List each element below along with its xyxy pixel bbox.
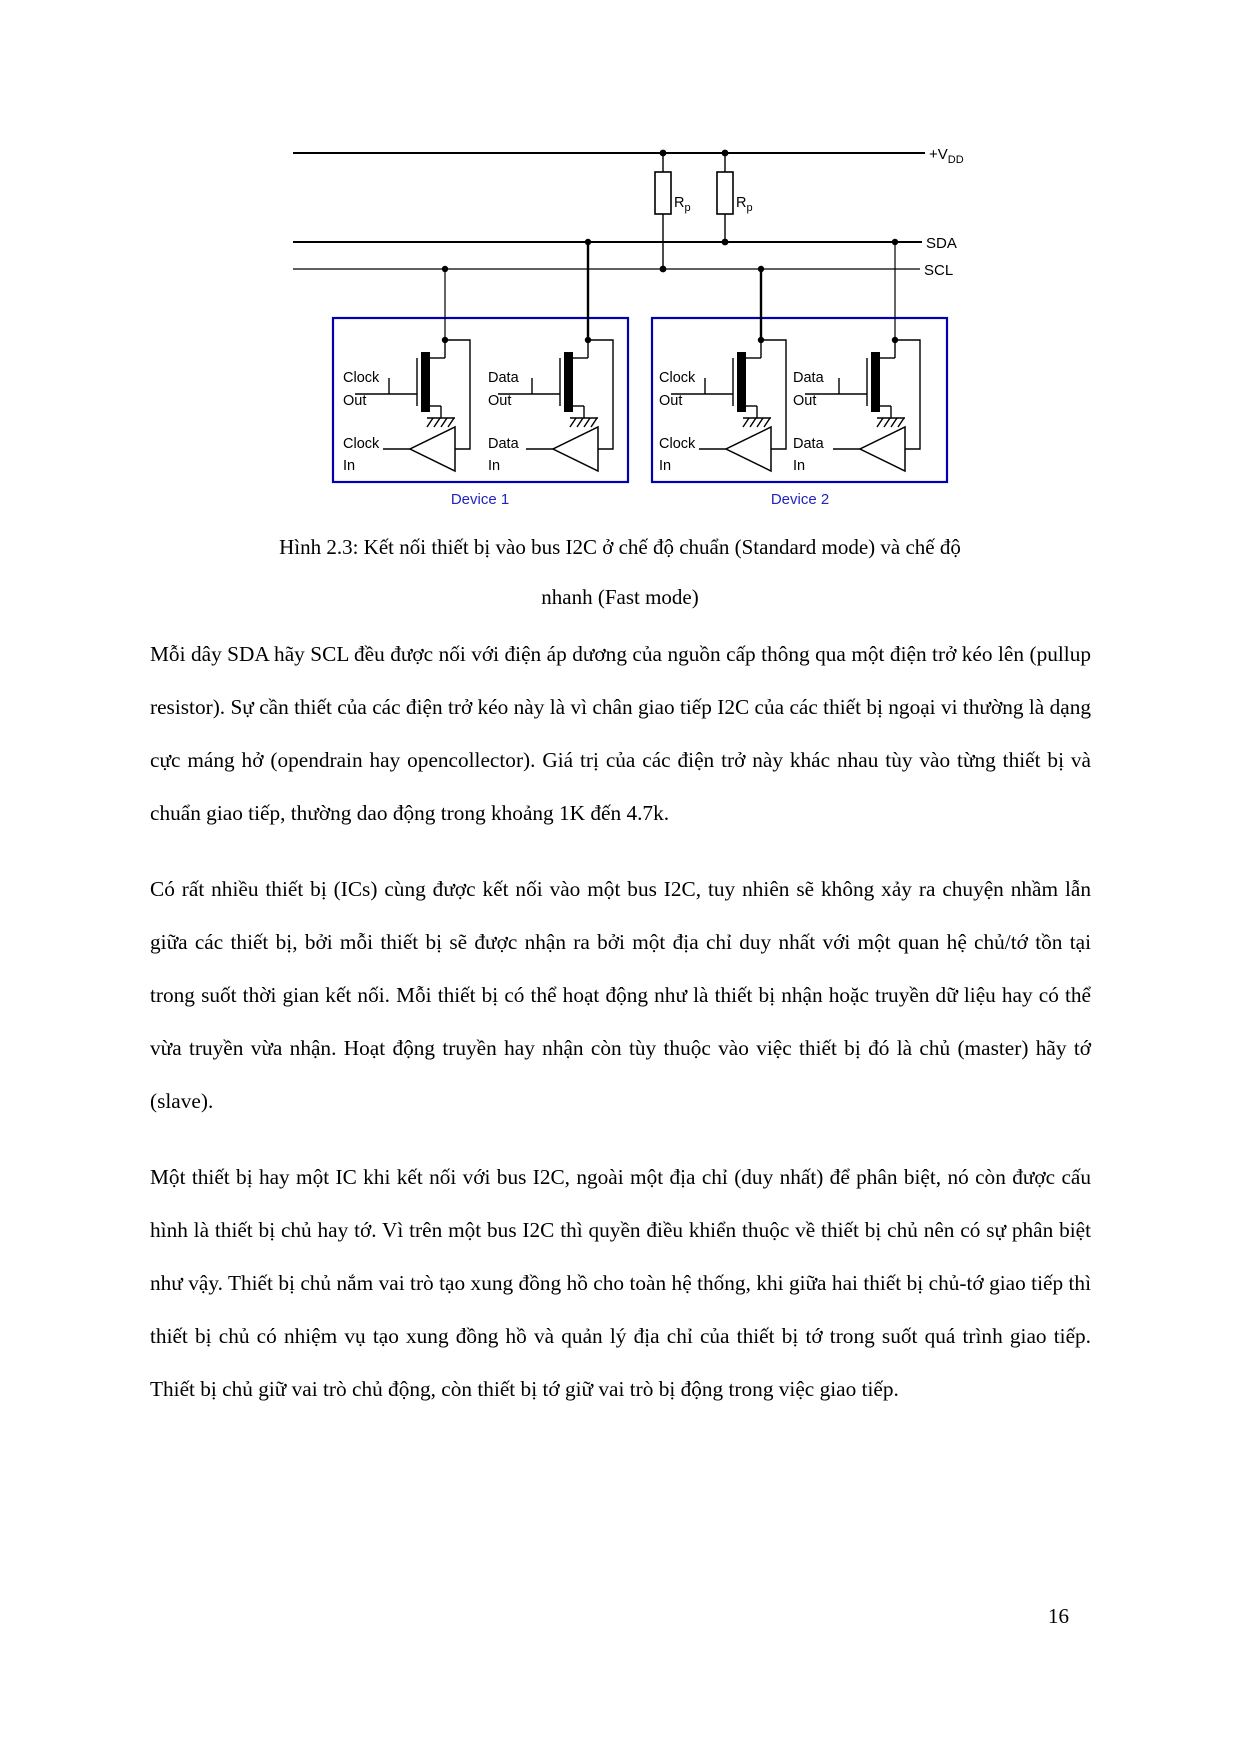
device2-clock-out-label: Clock <box>659 370 696 386</box>
sda-label: SDA <box>926 235 957 252</box>
pullup-resistor-2 <box>717 150 753 246</box>
paragraph-2: Có rất nhiều thiết bị (ICs) cùng được kết nối vào một bus I2C, tuy nhiên sẽ không xảy ra chuyện nhầm lẫn giữa các thiết bị, bởi mỗi thiết bị sẽ được nhận ra bởi một địa chỉ duy nhất với một quan hệ chủ/tớ tồn tại trong suốt thời gian kết nối. Mỗi thiết bị có thể hoạt động như là thiết bị nhận hoặc truyền dữ liệu hay có thể vừa truyền vừa nhận. Hoạt động truyền hay nhận còn tùy thuộc vào việc thiết bị đó là chủ (master) hãy tớ (slave). <box>150 877 1091 1113</box>
device2-data-out-label: Data <box>793 370 824 386</box>
paragraph-1: Mỗi dây SDA hãy SCL đều được nối với điện áp dương của nguồn cấp thông qua một điện trở kéo lên (pullup resistor). Sự cần thiết của các điện trở kéo này là vì chân giao tiếp I2C của các thiết bị ngoại vi thường là dạng cực máng hở (opendrain hay opencollector). Giá trị của các điện trở này khác nhau tùy vào từng thiết bị và chuẩn giao tiếp, thường dao động trong khoảng 1K đến 4.7k. <box>150 642 1091 825</box>
scl-label: SCL <box>924 262 954 279</box>
i2c-bus-diagram <box>280 115 980 515</box>
svg-text:In: In <box>488 458 501 474</box>
input-buffer-icon <box>410 427 455 471</box>
device2-clock-in-label: Clock <box>659 436 696 452</box>
svg-text:Out: Out <box>343 393 367 409</box>
device1-clock-out-label: Clock <box>343 370 380 386</box>
device1-data-out-label: Data <box>488 370 519 386</box>
device2-label: Device 2 <box>770 491 830 508</box>
paragraph-3: Một thiết bị hay một IC khi kết nối với bus I2C, ngoài một địa chỉ (duy nhất) để phân biệt, nó còn được cấu hình là thiết bị chủ hay tớ. Vì trên một bus I2C thì quyền điều khiển thuộc về thiết bị chủ nên có sự phân biệt như vậy. Thiết bị chủ nắm vai trò tạo xung đồng hồ cho toàn hệ thống, khi giữa hai thiết bị chủ-tớ giao tiếp thì thiết bị chủ có nhiệm vụ tạo xung đồng hồ và quản lý địa chỉ của thiết bị tớ trong suốt quá trình giao tiếp. Thiết bị chủ giữ vai trò chủ động, còn thiết bị tớ giữ vai trò bị động trong việc giao tiếp. <box>150 1165 1091 1401</box>
device1-label: Device 1 <box>450 491 510 508</box>
pullup-resistor-1 <box>655 150 691 273</box>
svg-text:Out: Out <box>793 393 817 409</box>
ground-icon <box>743 418 771 427</box>
device1-clock-in-label: Clock <box>343 436 380 452</box>
device2-data-cell <box>793 239 920 474</box>
vdd-label-main: +V <box>929 146 948 163</box>
svg-text:Out: Out <box>659 393 683 409</box>
ground-icon <box>877 418 905 427</box>
svg-text:In: In <box>793 458 806 474</box>
device1-data-in-label: Data <box>488 436 519 452</box>
ground-icon <box>570 418 598 427</box>
device1-clock-cell <box>343 266 470 474</box>
device2-data-in-label: Data <box>793 436 824 452</box>
page-number: 16 <box>1048 1604 1069 1628</box>
svg-text:In: In <box>659 458 672 474</box>
vdd-label-sub: DD <box>947 154 964 166</box>
device2-clock-cell <box>659 266 786 474</box>
input-buffer-icon <box>726 427 771 471</box>
figure-caption-line1: Hình 2.3: Kết nối thiết bị vào bus I2C ở chế độ chuẩn (Standard mode) và chế độ <box>279 535 961 559</box>
svg-text:In: In <box>343 458 356 474</box>
ground-icon <box>427 418 455 427</box>
device1-data-cell <box>488 239 613 474</box>
figure-caption <box>150 522 1090 622</box>
input-buffer-icon <box>860 427 905 471</box>
body-text <box>150 628 1091 1439</box>
i2c-bus-figure <box>280 115 980 515</box>
vdd-label <box>929 146 964 166</box>
figure-caption-line2: nhanh (Fast mode) <box>541 585 699 609</box>
rp1-label: $R_p$ <box>674 195 691 214</box>
input-buffer-icon <box>553 427 598 471</box>
svg-text:Out: Out <box>488 393 512 409</box>
rp2-label: $R_p$ <box>736 195 753 214</box>
